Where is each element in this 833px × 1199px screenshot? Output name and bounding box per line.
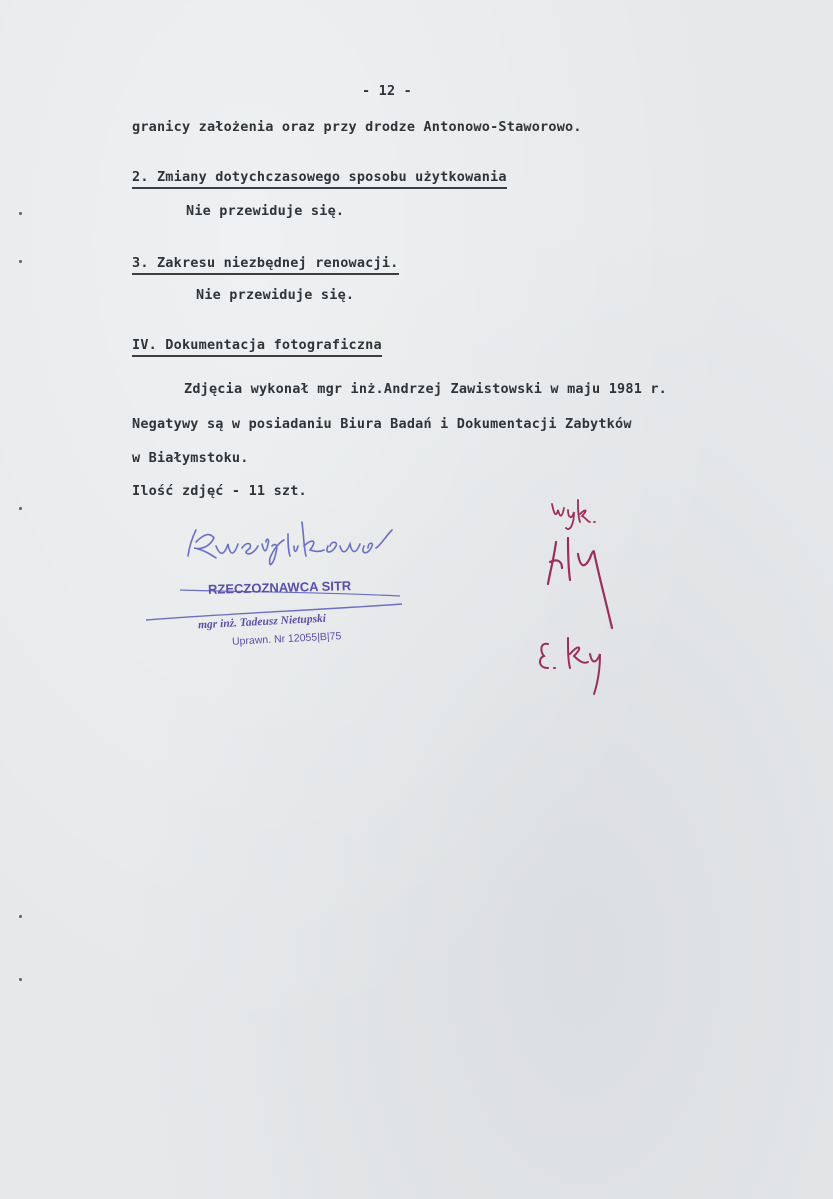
punch-hole <box>19 212 22 215</box>
section-iv-line-2: Negatywy są w posiadaniu Biura Badań i Dokumentacji Zabytków <box>132 416 632 432</box>
section-3-heading: 3. Zakresu niezbędnej renowacji. <box>132 254 399 275</box>
punch-hole <box>19 978 22 981</box>
signature-right <box>528 492 638 702</box>
punch-hole <box>19 915 22 918</box>
section-iv-line-4: Ilość zdjęć - 11 szt. <box>132 483 307 499</box>
section-2-text: Nie przewiduje się. <box>186 203 345 219</box>
section-2-heading: 2. Zmiany dotychczasowego sposobu użytkowania <box>132 168 507 189</box>
signature-left <box>180 512 410 572</box>
section-iv-line-1: Zdjęcia wykonał mgr inż.Andrzej Zawistowski w maju 1981 r. <box>184 381 668 397</box>
continuation-line: granicy założenia oraz przy drodze Antonowo-Staworowo. <box>132 119 582 135</box>
section-iv-line-3: w Białymstoku. <box>132 450 249 466</box>
stamp-license: Uprawn. Nr 12055|B|75 <box>231 630 342 648</box>
punch-hole <box>19 260 22 263</box>
section-iv-heading: IV. Dokumentacja fotograficzna <box>132 336 382 357</box>
stamp-title: RZECZOZNAWCA SITR <box>207 578 352 597</box>
punch-hole <box>19 507 22 510</box>
stamp-name: mgr inż. Tadeusz Nietupski <box>197 612 327 632</box>
section-3-text: Nie przewiduje się. <box>196 287 355 303</box>
page-number: - 12 - <box>362 83 412 99</box>
